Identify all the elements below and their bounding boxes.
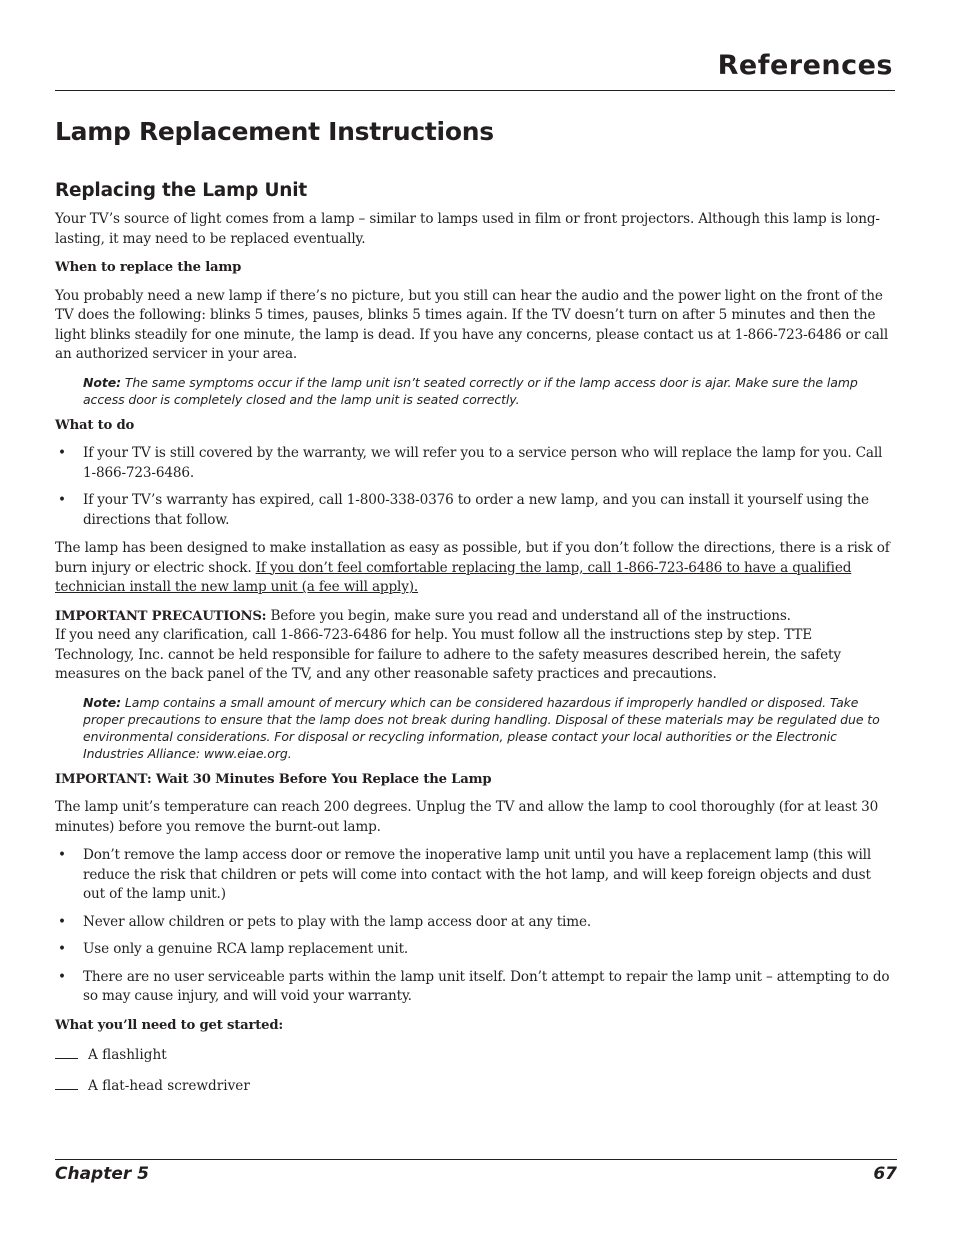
main-content xyxy=(55,180,895,1106)
when-heading: When to replace the lamp xyxy=(55,260,242,275)
bullet-icon: • xyxy=(58,492,66,508)
when-paragraph: You probably need a new lamp if there’s no picture, but you still can hear the audio and the power light on the front of the TV does the following: blinks 5 times, pauses, blinks 5 times again. If the TV doesn’t turn on after 5 minutes and then the light blinks steadily for one minute, the lamp is dead. If you have any concerns, please contact us at 1-866-723-6486 or call an authorized servicer in your area. xyxy=(55,287,889,362)
page-title: Lamp Replacement Instructions xyxy=(55,117,494,146)
list-item-text: If your TV is still covered by the warranty, we will refer you to a service person who will replace the lamp for you. Call 1-866-723-6486. xyxy=(83,445,883,481)
list-item-text: Never allow children or pets to play with the lamp access door at any time. xyxy=(83,913,592,930)
section-title: References xyxy=(717,50,893,81)
what-to-do-heading: What to do xyxy=(55,417,135,433)
note-text: The same symptoms occur if the lamp unit isn’t seated correctly or if the lamp access door is ajar. Make sure the lamp access door is completely closed and the lamp unit is seated correctly. xyxy=(83,374,858,407)
checklist-item-text: A flashlight xyxy=(88,1047,167,1063)
note-text: Lamp contains a small amount of mercury which can be considered hazardous if improperly handled or disposed. Take proper precautions to ensure that the lamp does not break during handling. Disposal of these materials may be regulated due to environmental considerations. For disposal or recycling information, please contact your local authorities or the Electronic Industries Alliance: www.eiae.org. xyxy=(83,694,880,761)
wait-heading: IMPORTANT: Wait 30 Minutes Before You Replace the Lamp xyxy=(55,771,492,787)
safety-list xyxy=(55,846,895,1007)
chapter-label: Chapter 5 xyxy=(55,1164,150,1184)
tools-checklist xyxy=(55,1044,895,1096)
needs-heading: What you’ll need to get started: xyxy=(55,1017,284,1033)
what-to-do-list xyxy=(55,444,895,530)
list-item xyxy=(55,491,895,530)
section-subtitle: Replacing the Lamp Unit xyxy=(55,180,308,201)
wait-paragraph: The lamp unit’s temperature can reach 200 degrees. Unplug the TV and allow the lamp to cool thoroughly (for at least 30 minutes) before you remove the burnt-out lamp. xyxy=(55,799,879,835)
precautions-paragraph xyxy=(55,607,895,685)
page-footer xyxy=(55,1159,897,1190)
page-number: 67 xyxy=(873,1164,897,1184)
intro-paragraph: Your TV’s source of light comes from a lamp – similar to lamps used in film or front projectors. Although this lamp is long-lasting, it may need to be replaced eventually. xyxy=(55,211,880,247)
bullet-icon: • xyxy=(58,913,66,930)
precautions-line2: If you need any clarification, call 1-866-723-6486 for help. You must follow all the instructions step by step. TTE Technology, Inc. cannot be held responsible for failure to adhere to the safety measures described herein, the safety measures on the back panel of the TV, and any other reasonable safety practices and precautions. xyxy=(55,627,841,682)
bullet-icon: • xyxy=(58,445,66,461)
bullet-icon: • xyxy=(58,847,66,863)
list-item-text: Use only a genuine RCA lamp replacement unit. xyxy=(83,941,409,957)
list-item-text: If your TV’s warranty has expired, call 1-800-338-0376 to order a new lamp, and you can install it yourself using the directions that follow. xyxy=(83,492,869,528)
checklist-item-text: A flat-head screwdriver xyxy=(88,1078,250,1094)
bullet-icon: • xyxy=(58,968,66,985)
list-item-text: Don’t remove the lamp access door or remove the inoperative lamp unit until you have a replacement lamp (this will reduce the risk that children or pets will come into contact with the hot lamp, and will keep foreign objects and dust out of the lamp unit.) xyxy=(83,847,872,902)
list-item xyxy=(55,846,895,905)
precautions-label: IMPORTANT PRECAUTIONS: xyxy=(55,608,267,624)
checkbox-blank xyxy=(55,1075,78,1090)
list-item xyxy=(55,913,895,933)
checklist-item xyxy=(55,1075,895,1096)
design-paragraph xyxy=(55,539,895,598)
note-label: Note: xyxy=(83,374,122,390)
list-item xyxy=(55,444,895,483)
design-text: The lamp has been designed to make installation as easy as possible, but if you don’t follow the directions, there is a risk of burn injury or electric shock. xyxy=(55,540,890,576)
list-item-text: There are no user serviceable parts within the lamp unit itself. Don’t attempt to repair the lamp unit – attempting to do so may cause injury, and will void your warranty. xyxy=(83,968,890,1004)
section-header xyxy=(55,50,895,91)
checklist-item xyxy=(55,1044,895,1065)
list-item xyxy=(55,940,895,960)
checkbox-blank xyxy=(55,1044,78,1059)
precautions-line1: Before you begin, make sure you read and understand all of the instructions. xyxy=(270,607,791,624)
bullet-icon: • xyxy=(58,941,66,957)
technician-notice: If you don’t feel comfortable replacing the lamp, call 1-866-723-6486 to have a qualified technician install the new lamp unit (a fee will apply). xyxy=(55,559,852,595)
list-item xyxy=(55,968,895,1007)
note-mercury xyxy=(83,694,895,762)
note-seating xyxy=(83,374,895,408)
note-label: Note: xyxy=(83,694,122,710)
